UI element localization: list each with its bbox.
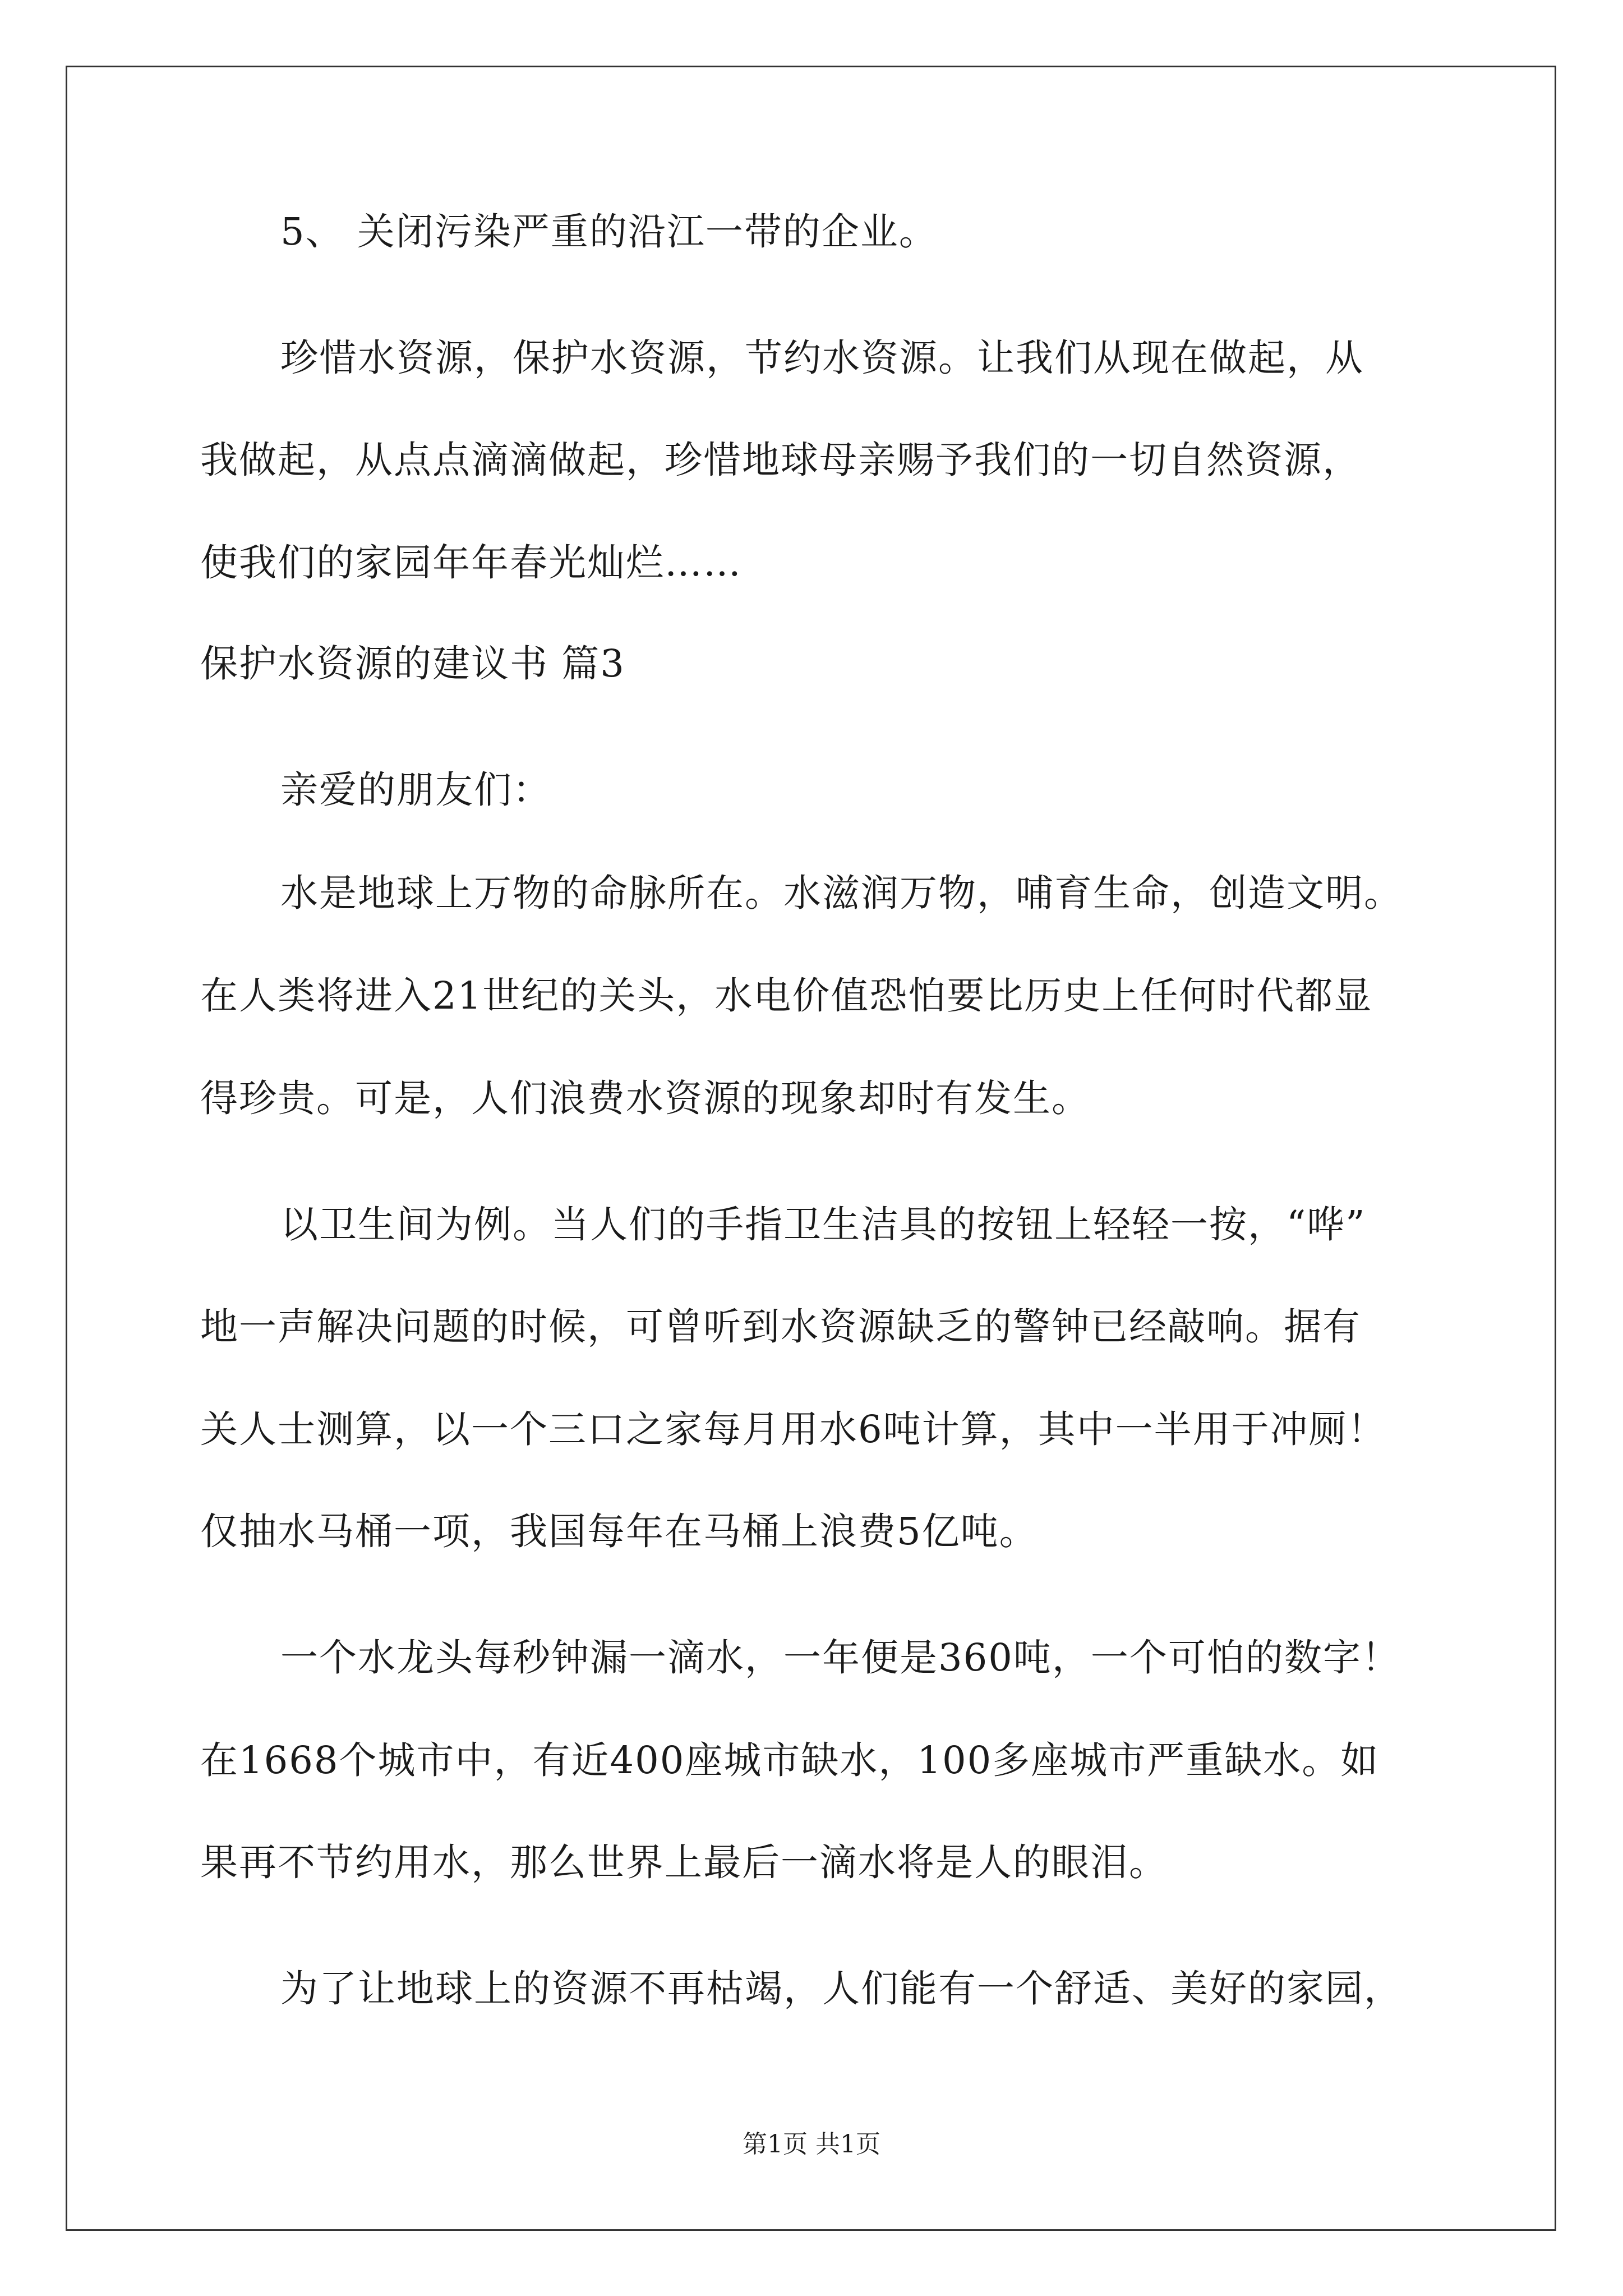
text-line: 果再不节约用水，那么世界上最后一滴水将是人的眼泪。	[200, 1841, 1168, 1884]
page-border	[66, 66, 1556, 2231]
text-line: 水是地球上万物的命脉所在。水滋润万物，哺育生命，创造文明。	[280, 871, 1403, 915]
text-line: 在1668个城市中，有近400座城市缺水，100多座城市严重缺水。如	[200, 1738, 1380, 1782]
text-line: 地一声解决问题的时候，可曾听到水资源缺乏的警钟已经敲响。据有	[200, 1305, 1361, 1349]
page-footer: 第1页 共1页	[743, 2130, 880, 2159]
text-line: 仅抽水马桶一项，我国每年在马桶上浪费5亿吨。	[200, 1510, 1038, 1553]
text-line: 在人类将进入21世纪的关头，水电价值恐怕要比历史上任何时代都显	[200, 974, 1373, 1018]
text-line: 我做起，从点点滴滴做起，珍惜地球母亲赐予我们的一切自然资源，	[200, 438, 1361, 482]
text-line: 珍惜水资源，保护水资源，节约水资源。让我们从现在做起，从	[280, 336, 1364, 380]
text-line: 一个水龙头每秒钟漏一滴水，一年便是360吨，一个可怕的数字！	[280, 1636, 1400, 1680]
section-heading: 保护水资源的建议书 篇3	[200, 642, 625, 685]
text-line: 以卫生间为例。当人们的手指卫生洁具的按钮上轻轻一按，“哗”	[280, 1203, 1366, 1246]
text-line: 得珍贵。可是，人们浪费水资源的现象却时有发生。	[200, 1076, 1090, 1120]
text-line: 使我们的家园年年春光灿烂……	[200, 541, 742, 585]
text-line: 为了让地球上的资源不再枯竭，人们能有一个舒适、美好的家园，	[280, 1967, 1403, 2010]
text-line: 关人士测算，以一个三口之家每月用水6吨计算，其中一半用于冲厕！	[200, 1407, 1386, 1451]
text-line: 5、 关闭污染严重的沿江一带的企业。	[280, 210, 938, 254]
text-line: 亲爱的朋友们：	[280, 768, 551, 812]
